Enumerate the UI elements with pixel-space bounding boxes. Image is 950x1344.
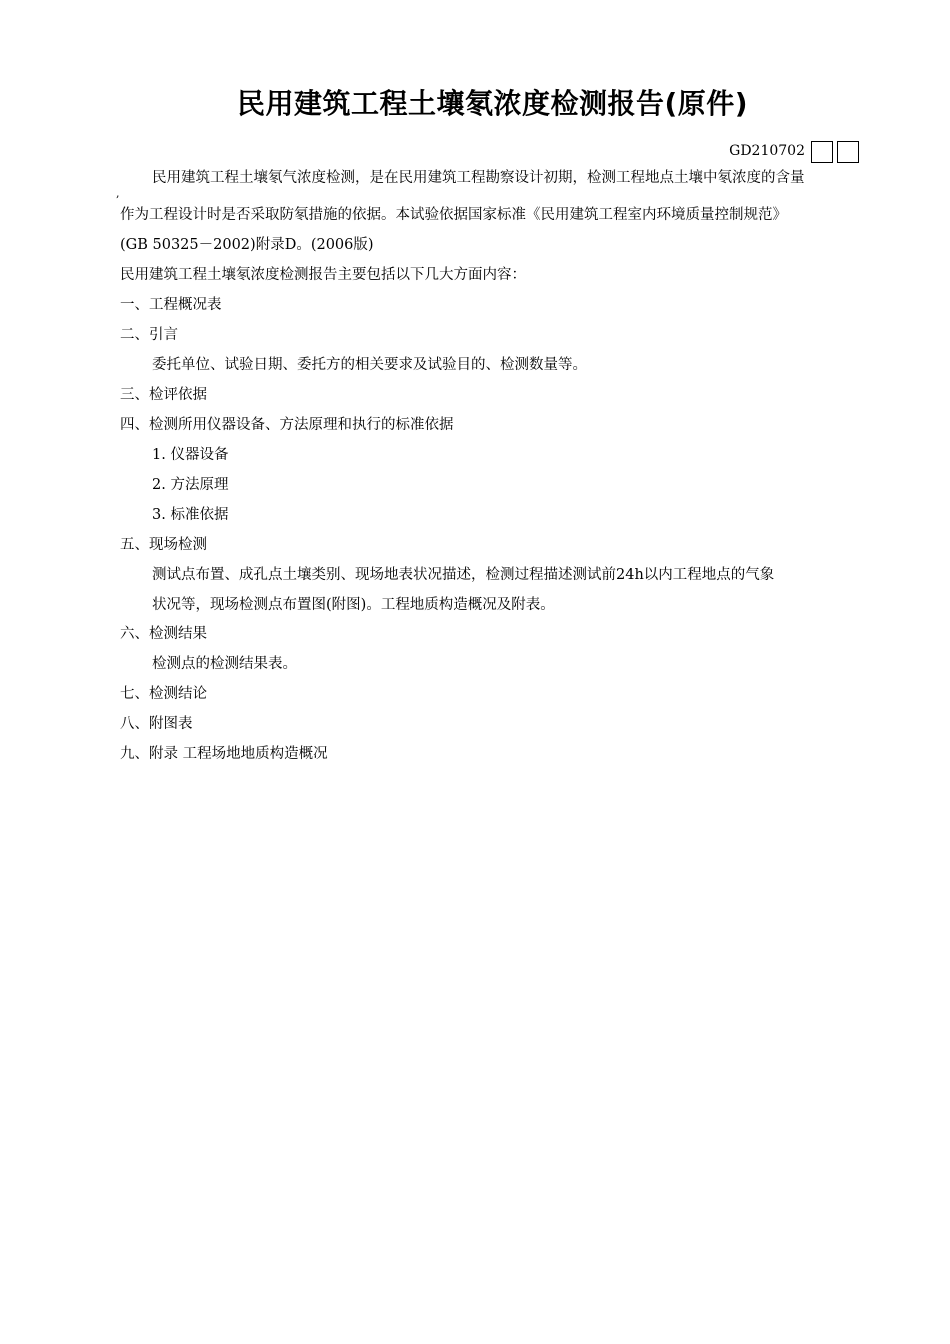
section-body-5-line-2: 状况等，现场检测点布置图(附图)。工程地质构造概况及附表。 (152, 597, 555, 613)
intro-line-2: 作为工程设计时是否采取防氡措施的依据。本试验依据国家标准《民用建筑工程室内环境质量控制规范》 (120, 207, 787, 223)
section-heading-7: 七、检测结论 (120, 686, 207, 702)
stray-mark: , (116, 187, 120, 200)
intro-line-3: (GB 50325－2002)附录D。(2006版) (120, 237, 374, 253)
section-heading-9: 九、附录 工程场地地质构造概况 (120, 746, 328, 762)
section-heading-6: 六、检测结果 (120, 626, 207, 642)
section-heading-4: 四、检测所用仪器设备、方法原理和执行的标准依据 (120, 417, 454, 433)
section-body-5-line-1: 测试点布置、成孔点土壤类别、现场地表状况描述，检测过程描述测试前24h以内工程地点的气象 (152, 567, 775, 583)
intro-line-1: 民用建筑工程土壤氡气浓度检测，是在民用建筑工程勘察设计初期，检测工程地点土壤中氡浓度的含量 (152, 170, 805, 186)
section-heading-3: 三、检评依据 (120, 387, 207, 403)
intro-line-4: 民用建筑工程土壤氡浓度检测报告主要包括以下几大方面内容： (120, 267, 526, 283)
document-code-row (600, 139, 859, 164)
section-heading-2: 二、引言 (120, 327, 178, 343)
subsection-4-3: 3. 标准依据 (152, 507, 229, 523)
section-body-6: 检测点的检测结果表。 (152, 656, 297, 672)
section-heading-5: 五、现场检测 (120, 537, 207, 553)
section-heading-1: 一、工程概况表 (120, 297, 222, 313)
section-body-2: 委托单位、试验日期、委托方的相关要求及试验目的、检测数量等。 (152, 357, 587, 373)
section-heading-8: 八、附图表 (120, 716, 193, 732)
code-checkbox-2[interactable] (837, 141, 859, 163)
subsection-4-2: 2. 方法原理 (152, 477, 229, 493)
subsection-4-1: 1. 仪器设备 (152, 447, 229, 463)
code-checkbox-1[interactable] (811, 141, 833, 163)
document-code: GD210702 (729, 143, 805, 159)
page-title: 民用建筑工程土壤氡浓度检测报告(原件) (236, 87, 749, 120)
